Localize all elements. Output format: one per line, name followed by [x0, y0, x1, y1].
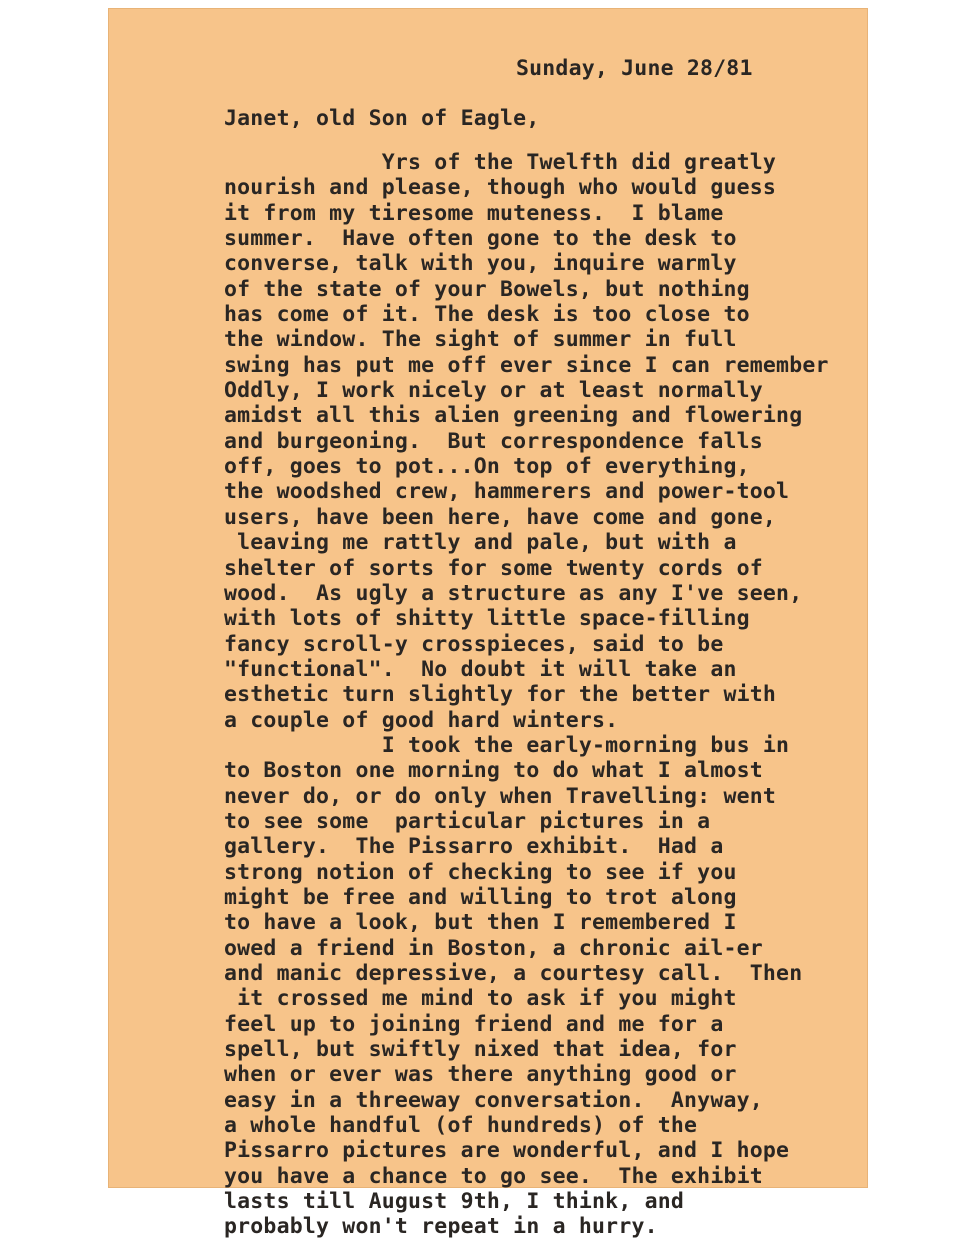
letter-line: "functional". No doubt it will take an	[224, 656, 737, 682]
letter-line: of the state of your Bowels, but nothing	[224, 276, 750, 302]
letter-line: spell, but swiftly nixed that idea, for	[224, 1037, 737, 1063]
letter-page	[108, 8, 868, 1240]
letter-line: you have a chance to go see. The exhibit	[224, 1163, 763, 1189]
letter-date: Sunday, June 28/81	[516, 56, 753, 81]
letter-line: easy in a threeway conversation. Anyway,	[224, 1087, 763, 1113]
letter-line: converse, talk with you, inquire warmly	[224, 251, 737, 277]
letter-line: to have a look, but then I remembered I	[224, 910, 737, 936]
letter-line: Pissarro pictures are wonderful, and I hope	[224, 1138, 790, 1164]
letter-line: Yrs of the Twelfth did greatly	[224, 150, 777, 175]
letter-line: when or ever was there anything good or	[224, 1062, 737, 1088]
letter-line: wood. As ugly a structure as any I've seen,	[224, 580, 803, 606]
letter-line: summer. Have often gone to the desk to	[224, 226, 737, 252]
letter-salutation: Janet, old Son of Eagle,	[224, 106, 540, 131]
letter-line: gallery. The Pissarro exhibit. Had a	[224, 834, 724, 860]
letter-line: a couple of good hard winters.	[224, 707, 619, 733]
letter-line: the window. The sight of summer in full	[224, 327, 737, 353]
letter-line: amidst all this alien greening and flowering	[224, 403, 803, 429]
letter-line: fancy scroll-y crosspieces, said to be	[224, 631, 724, 657]
letter-line: feel up to joining friend and me for a	[224, 1011, 724, 1037]
letter-line: to see some particular pictures in a	[224, 808, 711, 834]
letter-line: esthetic turn slightly for the better with	[224, 682, 777, 708]
letter-line: leaving me rattly and pale, but with a	[224, 530, 737, 556]
letter-line: owed a friend in Boston, a chronic ail-er	[224, 935, 763, 961]
letter-line: swing has put me off ever since I can remember	[224, 352, 829, 378]
letter-line: it from my tiresome muteness. I blame	[224, 200, 724, 226]
letter-body	[224, 150, 829, 1240]
letter-line: with lots of shitty little space-filling	[224, 606, 750, 632]
letter-line: off, goes to pot...On top of everything,	[224, 454, 750, 480]
letter-line: and burgeoning. But correspondence falls	[224, 428, 763, 454]
letter-line: it crossed me mind to ask if you might	[224, 986, 737, 1012]
letter-line: and manic depressive, a courtesy call. Then	[224, 961, 803, 986]
letter-line: probably won't repeat in a hurry.	[224, 1214, 658, 1240]
letter-line: might be free and willing to trot along	[224, 884, 737, 910]
letter-line: Oddly, I work nicely or at least normally	[224, 378, 763, 404]
letter-line: users, have been here, have come and gone,	[224, 504, 777, 530]
letter-line: I took the early-morning bus in	[224, 732, 790, 758]
letter-line: to Boston one morning to do what I almost	[224, 758, 763, 784]
letter-line: never do, or do only when Travelling: went	[224, 783, 777, 809]
letter-line: lasts till August 9th, I think, and	[224, 1189, 685, 1215]
letter-line: a whole handful (of hundreds) of the	[224, 1113, 698, 1139]
letter-line: the woodshed crew, hammerers and power-tool	[224, 479, 790, 505]
letter-line: has come of it. The desk is too close to	[224, 302, 750, 328]
letter-line: nourish and please, though who would guess	[224, 175, 777, 201]
letter-line: shelter of sorts for some twenty cords of	[224, 555, 763, 581]
letter-line: strong notion of checking to see if you	[224, 859, 737, 885]
